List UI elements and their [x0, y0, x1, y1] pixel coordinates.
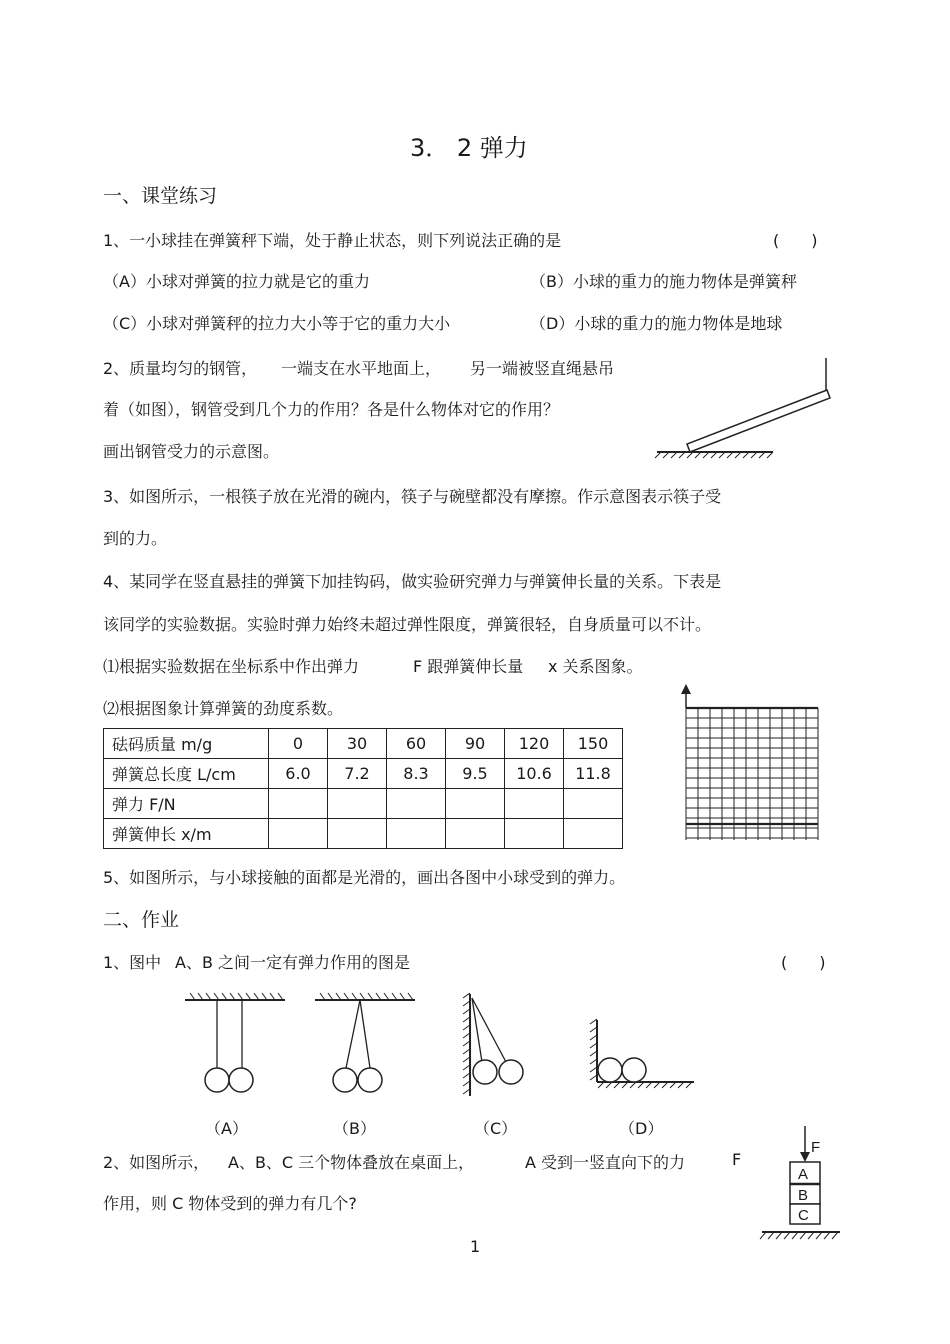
table-cell: 9.5	[446, 759, 505, 789]
homework-1-stem-b: A、B 之间一定有弹力作用的图是	[175, 953, 411, 972]
figure-label-b: （B）	[333, 1119, 376, 1138]
table-cell	[564, 789, 623, 819]
table-row	[104, 819, 623, 849]
homework-2-line1a: 2、如图所示，	[103, 1153, 210, 1172]
question-4-sub1a: ⑴根据实验数据在坐标系中作出弹力	[103, 657, 360, 676]
figure-label-d: （D）	[619, 1119, 664, 1138]
question-3-line2: 到的力。	[103, 529, 168, 548]
figure-b-hanging-balls	[310, 990, 420, 1098]
option-d: （D）小球的重力的施力物体是地球	[530, 314, 783, 333]
table-cell	[564, 819, 623, 849]
homework-2-line1c: A 受到一竖直向下的力	[525, 1153, 686, 1172]
option-a: （A）小球对弹簧的拉力就是它的重力	[103, 272, 370, 291]
table-row-label: 弹簧总长度 L/cm	[104, 759, 269, 789]
section-heading-homework: 二、作业	[103, 909, 180, 931]
question-4-line1: 4、某同学在竖直悬挂的弹簧下加挂钩码，做实验研究弹力与弹簧伸长量的关系。下表是	[103, 572, 722, 591]
table-cell: 7.2	[328, 759, 387, 789]
steel-pipe-figure	[655, 358, 835, 458]
table-cell	[328, 819, 387, 849]
homework-2-line2: 作用，则 C 物体受到的弹力有几个?	[103, 1194, 357, 1213]
question-5: 5、如图所示，与小球接触的面都是光滑的，画出各图中小球受到的弹力。	[103, 868, 626, 887]
block-c-label: C	[798, 1207, 809, 1224]
table-cell: 8.3	[387, 759, 446, 789]
page-title: 3． 2 弹力	[410, 134, 528, 162]
table-row	[104, 789, 623, 819]
answer-bracket: ( )	[781, 953, 826, 972]
table-cell	[269, 819, 328, 849]
table-cell: 0	[269, 729, 328, 759]
page-number: 1	[470, 1237, 481, 1256]
table-cell	[446, 819, 505, 849]
question-4-sub2: ⑵根据图象计算弹簧的劲度系数。	[103, 699, 344, 718]
table-cell: 30	[328, 729, 387, 759]
table-cell: 10.6	[505, 759, 564, 789]
question-2-line1c: 另一端被竖直绳悬吊	[470, 359, 615, 378]
table-cell	[387, 819, 446, 849]
table-cell	[446, 789, 505, 819]
question-1-stem: 1、一小球挂在弹簧秤下端，处于静止状态，则下列说法正确的是	[103, 231, 562, 250]
figure-d-corner-balls	[582, 1018, 697, 1090]
table-row-label: 弹力 F/N	[104, 789, 269, 819]
question-4-line2: 该同学的实验数据。实验时弹力始终未超过弹性限度，弹簧很轻，自身质量可以不计。	[103, 615, 712, 634]
table-cell	[505, 789, 564, 819]
question-2-line1a: 2、质量均匀的钢管，	[103, 359, 258, 378]
stacked-blocks-figure	[758, 1122, 843, 1242]
table-cell: 60	[387, 729, 446, 759]
table-row-label: 弹簧伸长 x/m	[104, 819, 269, 849]
table-row	[104, 729, 623, 759]
homework-2-line1d: F	[732, 1150, 742, 1169]
table-cell	[328, 789, 387, 819]
table-cell: 90	[446, 729, 505, 759]
table-cell	[269, 789, 328, 819]
answer-bracket: ( )	[773, 231, 818, 250]
question-2-line1b: 一端支在水平地面上，	[281, 359, 442, 378]
option-b: （B）小球的重力的施力物体是弹簧秤	[530, 272, 797, 291]
spring-data-table	[103, 728, 623, 849]
figure-label-a: （A）	[205, 1119, 248, 1138]
block-a-label: A	[798, 1166, 809, 1183]
figure-c-wall-balls	[460, 992, 540, 1098]
table-row-label: 砝码质量 m/g	[104, 729, 269, 759]
table-row	[104, 759, 623, 789]
force-label: F	[811, 1139, 821, 1156]
question-4-sub1c: x 关系图象。	[548, 657, 643, 676]
blank-coordinate-grid	[678, 684, 823, 844]
figure-label-c: （C）	[474, 1119, 518, 1138]
question-2-line3: 画出钢管受力的示意图。	[103, 442, 280, 461]
question-4-sub1b: F 跟弹簧伸长量	[413, 657, 524, 676]
table-cell	[505, 819, 564, 849]
table-cell: 150	[564, 729, 623, 759]
option-c: （C）小球对弹簧秤的拉力大小等于它的重力大小	[103, 314, 451, 333]
table-cell: 11.8	[564, 759, 623, 789]
question-3-line1: 3、如图所示，一根筷子放在光滑的碗内，筷子与碗壁都没有摩擦。作示意图表示筷子受	[103, 487, 722, 506]
figure-a-hanging-balls	[180, 990, 290, 1098]
homework-2-line1b: A、B、C 三个物体叠放在桌面上，	[228, 1153, 475, 1172]
table-cell: 6.0	[269, 759, 328, 789]
section-heading-practice: 一、课堂练习	[103, 185, 218, 207]
table-cell	[387, 789, 446, 819]
block-b-label: B	[798, 1187, 809, 1204]
question-2-line2: 着（如图），钢管受到几个力的作用？各是什么物体对它的作用？	[103, 400, 560, 419]
table-cell: 120	[505, 729, 564, 759]
homework-1-stem-a: 1、图中	[103, 953, 162, 972]
